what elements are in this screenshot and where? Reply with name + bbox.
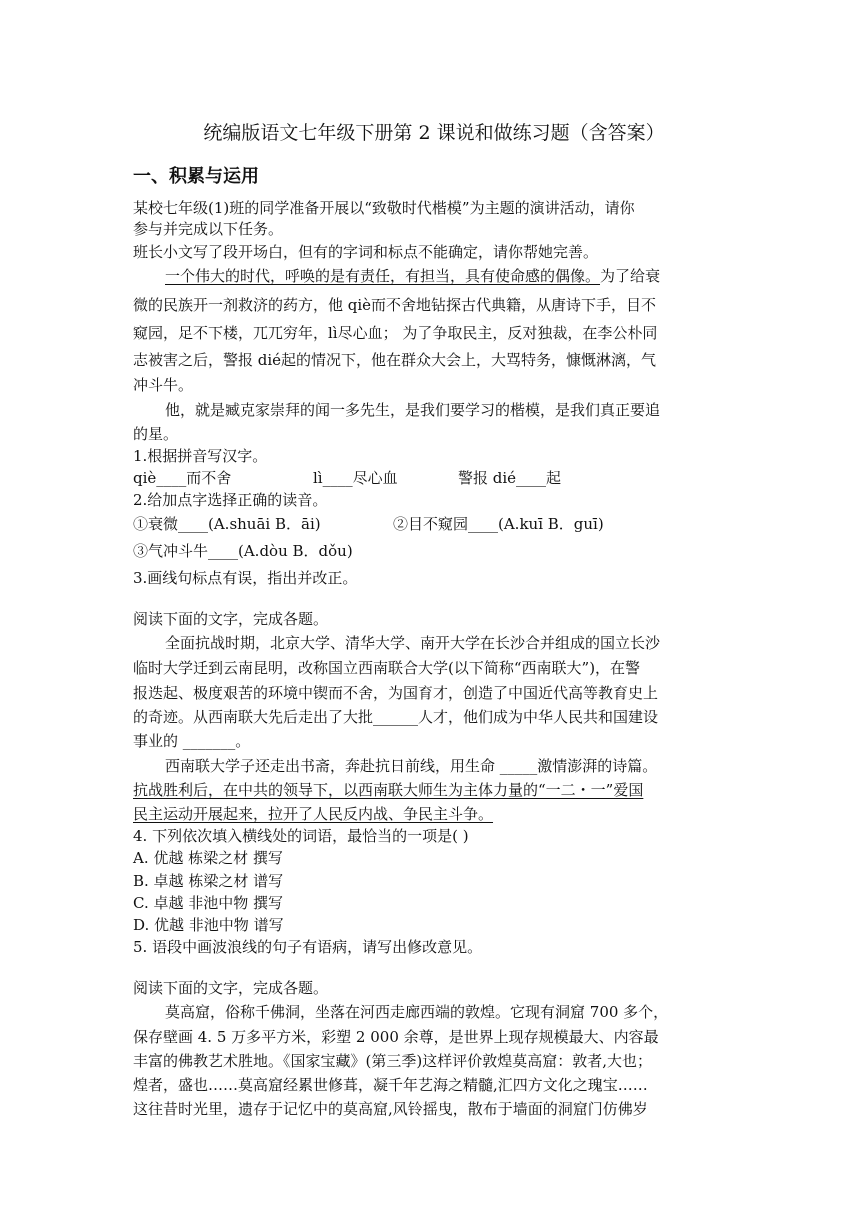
- reading-2-line-5: 这往昔时光里，遗存于记忆中的莫高窟,风铃摇曳，散布于墙面的洞窟门仿佛岁: [133, 1100, 648, 1118]
- question-1-item-c: 警报 dié____起: [458, 469, 562, 487]
- passage-line-2: 微的民族开一剂救济的药方，他 qiè而不舍地钻探古代典籍，从唐诗下手，目不: [133, 296, 657, 314]
- passage-line-4: 志被害之后，警报 dié起的情况下，他在群众大会上，大骂特务，慷慨淋漓，气: [133, 351, 657, 369]
- reading-instruction-2: 阅读下面的文字，完成各题。: [133, 979, 329, 997]
- intro-line-3: 班长小文写了段开场白，但有的字词和标点不能确定，请你帮她完善。: [133, 243, 599, 261]
- reading-1-line-3: 报迭起、极度艰苦的环境中锲而不舍，为国育才，创造了中国近代高等教育史上: [133, 684, 659, 702]
- reading-2-line-1: 莫高窟，俗称千佛洞，坐落在河西走廊西端的敦煌。它现有洞窟 700 多个，: [165, 1003, 669, 1021]
- passage-line-6: 他，就是臧克家崇拜的闻一多先生，是我们要学习的楷模，是我们真正要追: [165, 401, 661, 419]
- question-5: 5. 语段中画波浪线的句子有语病，请写出修改意见。: [133, 938, 483, 956]
- question-2-item-1: ①衰微____(A.shuāi B．āi): [133, 515, 321, 533]
- question-2-item-2: ②目不窥园____(A.kuī B．guī): [393, 515, 604, 533]
- intro-line-2: 参与并完成以下任务。: [133, 220, 284, 238]
- reading-1-line-8: 民主运动开展起来，拉开了人民反内战、争民主斗争。: [133, 805, 494, 823]
- reading-1-line-4: 的奇迹。从西南联大先后走出了大批______人才，他们成为中华人民共和国建设: [133, 708, 659, 726]
- passage-line-7: 的星。: [133, 425, 179, 443]
- reading-1-line-5: 事业的 _______。: [133, 732, 251, 750]
- question-4-option-c: C. 卓越 非池中物 撰写: [133, 894, 284, 912]
- question-1-item-a: qiè____而不舍: [133, 469, 232, 487]
- question-1-item-b: lì____尽心血: [313, 469, 398, 487]
- reading-instruction-1: 阅读下面的文字，完成各题。: [133, 610, 329, 628]
- passage-line-1-rest: 为了给衰: [600, 267, 661, 285]
- document-title: 统编版语文七年级下册第 2 课说和做练习题（含答案）: [203, 122, 665, 144]
- reading-1-line-6: 西南联大学子还走出书斋，奔赴抗日前线，用生命 _____激情澎湃的诗篇。: [165, 757, 658, 775]
- underlined-sentence: 一个伟大的时代，呼唤的是有责任，有担当，具有使命感的偶像。: [165, 267, 601, 285]
- question-4-option-a: A. 优越 栋梁之材 撰写: [133, 849, 283, 867]
- reading-2-line-2: 保存壁画 4. 5 万多平方米，彩塑 2 000 余尊，是世界上现存规模最大、内容最: [133, 1028, 659, 1046]
- passage-line-3: 窥园，足不下楼，兀兀穷年，lì尽心血； 为了争取民主，反对独裁，在李公朴同: [133, 324, 658, 342]
- question-3: 3.画线句标点有误，指出并改正。: [133, 569, 358, 587]
- question-4-option-d: D. 优越 非池中物 谱写: [133, 916, 284, 934]
- intro-line-1: 某校七年级(1)班的同学准备开展以“致敬时代楷模”为主题的演讲活动，请你: [133, 199, 635, 217]
- reading-2-line-3: 丰富的佛教艺术胜地。《国家宝藏》(第三季)这样评价敦煌莫高窟：敦者,大也；: [133, 1052, 652, 1070]
- reading-2-line-4: 煌者，盛也……莫高窟经累世修葺，凝千年艺海之精髓,汇四方文化之瑰宝……: [133, 1076, 648, 1094]
- section-heading: 一、积累与运用: [133, 166, 259, 187]
- question-1: 1.根据拼音写汉字。: [133, 447, 268, 465]
- question-4-option-b: B. 卓越 栋梁之材 谱写: [133, 872, 284, 890]
- reading-1-line-7: 抗战胜利后，在中共的领导下，以西南联大师生为主体力量的“一二・一”爱国: [133, 781, 644, 799]
- question-2-item-3: ③气冲斗牛____(A.dòu B．dǒu): [133, 542, 353, 560]
- question-2: 2.给加点字选择正确的读音。: [133, 491, 328, 509]
- passage-line-5: 冲斗牛。: [133, 376, 194, 394]
- reading-1-line-1: 全面抗战时期，北京大学、清华大学、南开大学在长沙合并组成的国立长沙: [165, 634, 661, 652]
- question-4: 4. 下列依次填入横线处的词语，最恰当的一项是( ): [133, 827, 469, 845]
- passage-line-1: [165, 266, 660, 286]
- reading-1-line-2: 临时大学迁到云南昆明，改称国立西南联合大学(以下简称“西南联大”)，在警: [133, 659, 641, 677]
